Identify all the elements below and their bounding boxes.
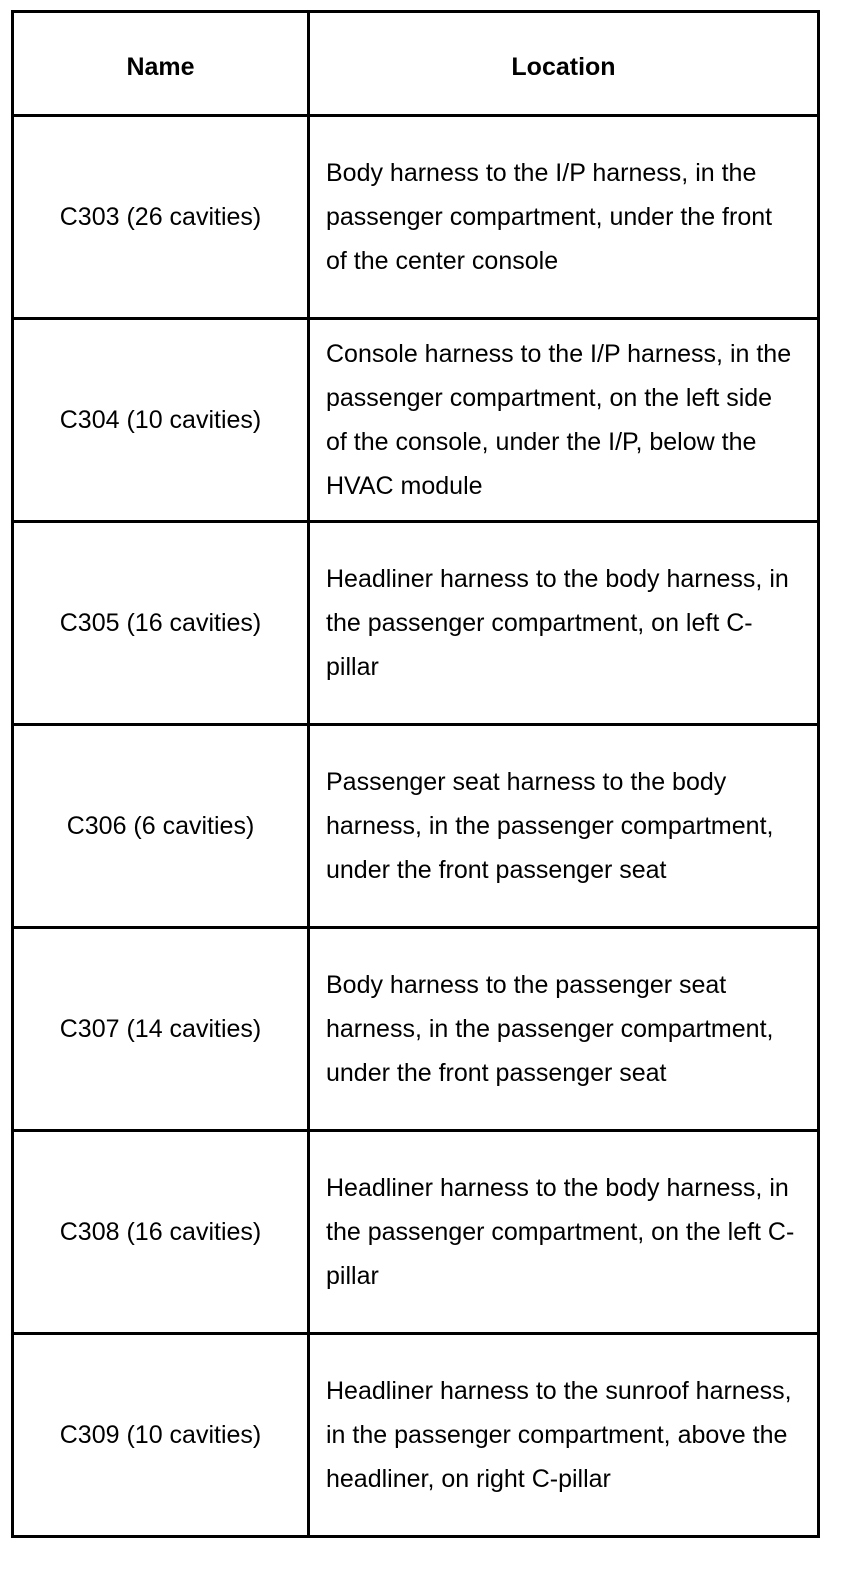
connector-location-cell [309, 1131, 819, 1334]
connector-name-cell [13, 319, 309, 522]
connector-location: Passenger seat harness to the body harness, in the passenger compartment, under the front passenger seat [326, 768, 774, 884]
connector-location-cell [309, 116, 819, 319]
table-row [13, 1334, 819, 1537]
connector-location-cell [309, 725, 819, 928]
table-row [13, 522, 819, 725]
connector-location: Headliner harness to the sunroof harness, in the passenger compartment, above the headliner, on right C-pillar [326, 1377, 792, 1493]
connector-location-table [11, 10, 820, 1538]
table-row [13, 725, 819, 928]
connector-name: C307 (14 cavities) [59, 1015, 262, 1043]
column-header-name: Name [13, 12, 309, 116]
connector-location-cell [309, 928, 819, 1131]
connector-name-cell [13, 1131, 309, 1334]
table-row [13, 116, 819, 319]
table-row [13, 928, 819, 1131]
column-header-location: Location [309, 12, 819, 116]
connector-location: Console harness to the I/P harness, in the passenger compartment, on the left side of the console, under the I/P, below the HVAC module [326, 340, 792, 500]
connector-location: Headliner harness to the body harness, in the passenger compartment, on the left C-pillar [326, 1174, 795, 1290]
table-header-row [13, 12, 819, 116]
connector-name-cell [13, 928, 309, 1131]
connector-name: C303 (26 cavities) [59, 203, 262, 231]
connector-location: Body harness to the passenger seat harness, in the passenger compartment, under the front passenger seat [326, 971, 774, 1087]
table-row [13, 1131, 819, 1334]
connector-name: C309 (10 cavities) [59, 1421, 262, 1449]
connector-name: C308 (16 cavities) [59, 1218, 262, 1246]
table-row [13, 319, 819, 522]
connector-name-cell [13, 1334, 309, 1537]
connector-location: Headliner harness to the body harness, in the passenger compartment, on left C-pillar [326, 565, 789, 681]
connector-location-cell [309, 319, 819, 522]
connector-location-cell [309, 522, 819, 725]
connector-name: C306 (6 cavities) [66, 812, 255, 840]
connector-name: C304 (10 cavities) [59, 406, 262, 434]
connector-name-cell [13, 522, 309, 725]
connector-location-cell [309, 1334, 819, 1537]
connector-name-cell [13, 725, 309, 928]
connector-name: C305 (16 cavities) [59, 609, 262, 637]
connector-name-cell [13, 116, 309, 319]
connector-location: Body harness to the I/P harness, in the passenger compartment, under the front of the center console [326, 159, 773, 275]
